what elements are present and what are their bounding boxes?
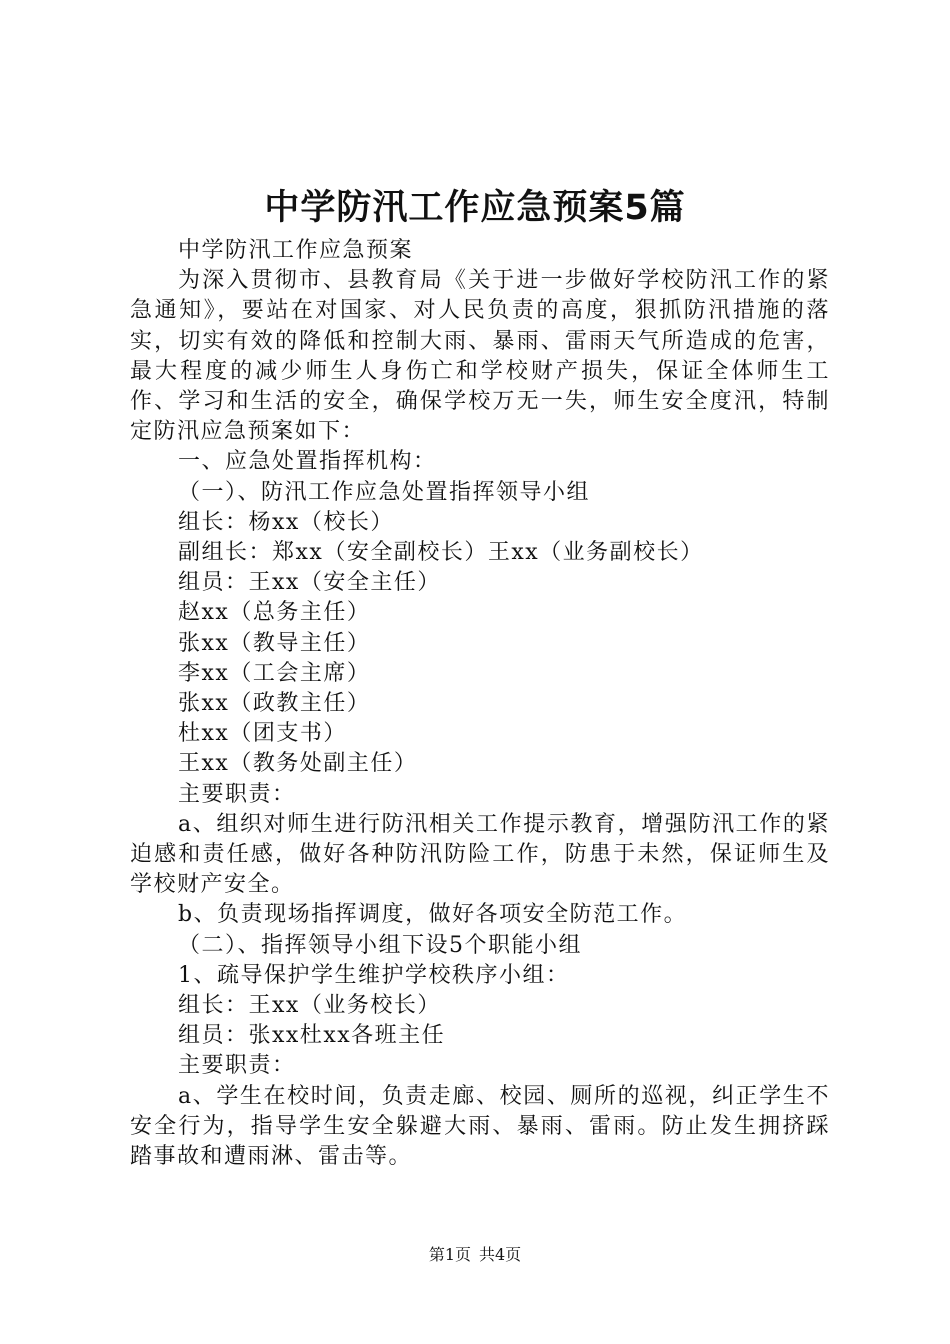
paragraph: 主要职责： xyxy=(178,781,296,807)
paragraph: 一、应急处置指挥机构： xyxy=(178,449,437,475)
paragraph: 副组长：郑xx（安全副校长）王xx（业务副校长） xyxy=(178,540,704,566)
page-footer xyxy=(0,1244,950,1266)
paragraph: 组长：王xx（业务校长） xyxy=(178,993,441,1019)
paragraph: 王xx（教务处副主任） xyxy=(178,751,418,777)
paragraph: 1、疏导保护学生维护学校秩序小组： xyxy=(178,962,570,988)
page-total: 共4页 xyxy=(479,1245,522,1264)
paragraph: 中学防汛工作应急预案 xyxy=(178,238,414,263)
paragraph: 杜xx（团支书） xyxy=(178,721,347,747)
paragraph: 组员：王xx（安全主任） xyxy=(178,570,441,596)
paragraph: 主要职责： xyxy=(178,1053,296,1079)
paragraph: 张xx（政教主任） xyxy=(178,691,371,717)
paragraph: 组长：杨xx（校长） xyxy=(178,509,394,535)
document-body xyxy=(130,236,830,1172)
paragraph: a、学生在校时间，负责走廊、校园、厕所的巡视，纠正学生不安全行为，指导学生安全躲避大雨、暴雨、雷雨。防止发生拥挤踩踏事故和遭雨淋、雷击等。 xyxy=(130,1083,830,1170)
paragraph: （二）、指挥领导小组下设5个职能小组 xyxy=(178,932,582,958)
paragraph: 组员：张xx杜xx各班主任 xyxy=(178,1023,446,1049)
page-number: 第1页 xyxy=(428,1245,471,1264)
paragraph: a、组织对师生进行防汛相关工作提示教育，增强防汛工作的紧迫感和责任感，做好各种防汛防险工作，防患于未然，保证师生及学校财产安全。 xyxy=(130,811,830,898)
document-title: 中学防汛工作应急预案5篇 xyxy=(264,188,686,228)
paragraph: 赵xx（总务主任） xyxy=(178,600,371,626)
paragraph: （一）、防汛工作应急处置指挥领导小组 xyxy=(178,479,591,505)
paragraph: 为深入贯彻市、县教育局《关于进一步做好学校防汛工作的紧急通知》，要站在对国家、对人民负责的高度，狠抓防汛措施的落实，切实有效的降低和控制大雨、暴雨、雷雨天气所造成的危害，最大程度的减少师生人身伤亡和学校财产损失，保证全体师生工作、学习和生活的安全，确保学校万无一失，师生安全度汛，特制定防汛应急预案如下： xyxy=(130,268,830,445)
paragraph: 张xx（教导主任） xyxy=(178,630,371,656)
paragraph: 李xx（工会主席） xyxy=(178,660,371,686)
paragraph: b、负责现场指挥调度，做好各项安全防范工作。 xyxy=(178,902,688,928)
